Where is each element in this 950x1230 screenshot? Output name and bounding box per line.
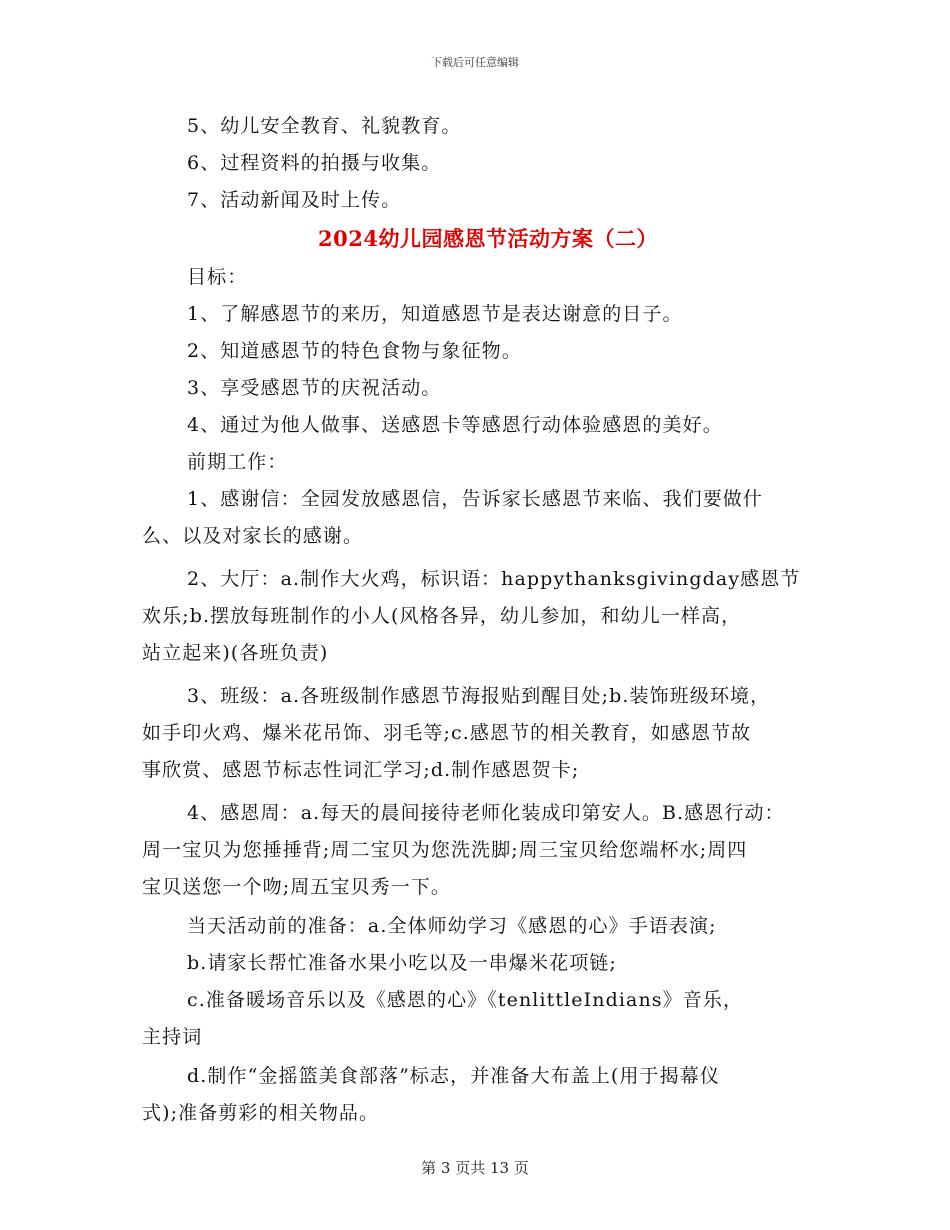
prep-item-continued: 站立起来)(各班负责)	[142, 642, 329, 664]
prep-item: 4、感恩周：a.每天的晨间接待老师化装成印第安人。B.感恩行动：	[187, 802, 785, 824]
day-prep-item: d.制作“金摇篮美食部落”标志，并准备大布盖上(用于揭幕仪	[187, 1065, 720, 1087]
day-prep-item-continued: 式);准备剪彩的相关物品。	[142, 1102, 380, 1124]
prep-item: 3、班级：a.各班级制作感恩节海报贴到醒目处;b.装饰班级环境，	[187, 685, 771, 707]
prep-item-continued: 么、以及对家长的感谢。	[142, 525, 364, 547]
document-body	[142, 108, 814, 1132]
list-item: 7、活动新闻及时上传。	[187, 189, 402, 211]
section-title: 2024幼儿园感恩节活动方案（二）	[318, 226, 658, 251]
page-number: 第 3 页共 13 页	[421, 1159, 529, 1177]
list-item: 5、幼儿安全教育、礼貌教育。	[187, 115, 462, 137]
prep-heading: 前期工作：	[187, 451, 288, 473]
goal-item: 1、了解感恩节的来历，知道感恩节是表达谢意的日子。	[187, 303, 683, 325]
prep-item-continued: 事欣赏、感恩节标志性词汇学习;d.制作感恩贺卡;	[142, 759, 580, 781]
list-item: 6、过程资料的拍摄与收集。	[187, 152, 442, 174]
day-prep-item-continued: 主持词	[142, 1026, 203, 1048]
goal-item: 3、享受感恩节的庆祝活动。	[187, 377, 442, 399]
goal-heading: 目标：	[187, 266, 248, 288]
prep-item: 1、感谢信：全园发放感恩信，告诉家长感恩节来临、我们要做什	[187, 488, 763, 510]
prep-item-continued: 宝贝送您一个吻;周五宝贝秀一下。	[142, 876, 452, 898]
prep-item-continued: 欢乐;b.摆放每班制作的小人(风格各异，幼儿参加，和幼儿一样高，	[142, 605, 742, 627]
day-prep-item: 当天活动前的准备：a.全体师幼学习《感恩的心》手语表演;	[187, 915, 717, 937]
header-note: 下载后可任意编辑	[431, 56, 519, 69]
prep-item: 2、大厅：a.制作大火鸡，标识语：happythanksgivingday感恩节	[187, 568, 801, 590]
day-prep-item: c.准备暖场音乐以及《感恩的心》《tenlittleIndians》音乐，	[187, 989, 744, 1011]
prep-item-continued: 周一宝贝为您捶捶背;周二宝贝为您洗洗脚;周三宝贝给您端杯水;周四	[142, 839, 748, 861]
prep-item-continued: 如手印火鸡、爆米花吊饰、羽毛等;c.感恩节的相关教育，如感恩节故	[142, 722, 752, 744]
day-prep-item: b.请家长帮忙准备水果小吃以及一串爆米花项链;	[187, 952, 617, 974]
goal-item: 4、通过为他人做事、送感恩卡等感恩行动体验感恩的美好。	[187, 414, 723, 436]
goal-item: 2、知道感恩节的特色食物与象征物。	[187, 340, 522, 362]
